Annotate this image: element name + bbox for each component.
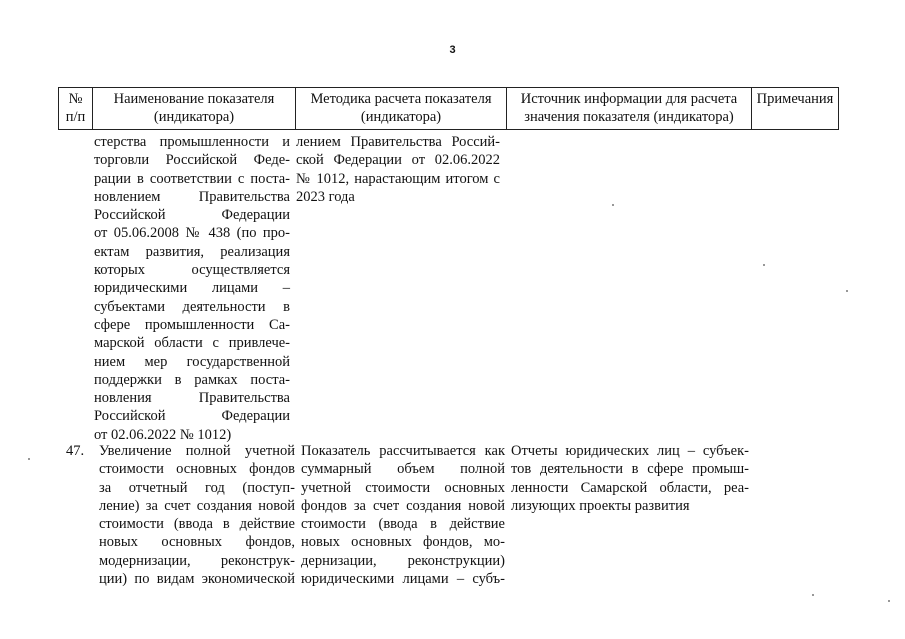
row-47-number: 47. [66,443,85,459]
row-47-name-line: стоимости основных фондов [99,461,295,478]
row-47-method-line: учетной стоимости основных [301,479,505,496]
scan-speck [888,600,890,602]
row-47-method-line: суммарный объем полной [301,461,505,478]
row-continued-name-line: торговли Российской Феде- [94,152,290,169]
header-col-number-line2: п/п [65,109,86,125]
row-continued-name-line: от 05.06.2008 № 438 (по про- [94,225,290,242]
row-continued-name-line: субъектами деятельности в [94,298,290,315]
header-col-method-line1: Методика расчета показателя [310,91,492,107]
row-continued-name-line: ектам развития, реализация [94,243,290,260]
header-col-number-line1: № [68,91,83,107]
header-col-note: Примечания [752,88,839,130]
header-col-name-line1: Наименование показателя [113,91,275,107]
row-continued-name-line: новления Правительства [94,390,290,407]
row-47-name [96,442,298,588]
header-col-name-line2: (индикатора) [153,109,235,125]
header-col-method-line2: (индикатора) [360,109,442,125]
page-number: 3 [449,44,456,56]
row-47-name-line: ции) по видам экономической [99,571,295,588]
row-47-name-line: стоимости (ввода в действие [99,516,295,533]
row-continued-name-line: поддержки в рамках поста- [94,371,290,388]
row-47-source-line: лизующих проекты развития [511,497,690,514]
table-header-row [59,88,839,130]
header-col-source-line2: значения показателя (индикатора) [524,109,734,125]
row-continued-name-line: от 02.06.2022 № 1012) [94,426,232,443]
row-continued-name-line: сфере промышленности Са- [94,316,290,333]
row-47-source-line: тов деятельности в сфере промыш- [511,461,749,478]
row-47-method-line: новых основных фондов, мо- [301,534,505,551]
row-continued-name-line: новлением Правительства [94,188,290,205]
row-continued-source [503,133,747,444]
row-continued-name [91,133,293,444]
row-47-name-line: ление) за счет создания новой [99,497,295,514]
scan-speck [846,290,848,292]
row-continued-name-line: марской области с привлече- [94,335,290,352]
row-47-method-line: стоимости (ввода в действие [301,516,505,533]
row-47-method-line: фондов за счет создания новой [301,497,505,514]
scan-speck [812,594,814,596]
header-col-method [296,88,507,130]
row-continued-name-line: юридическими лицами – [94,280,290,297]
header-col-name [93,88,296,130]
scan-speck [28,458,30,460]
row-continued-name-line: рации в соответствии с поста- [94,170,290,187]
row-continued-name-line: стерства промышленности и [94,134,290,150]
row-47-name-line: новых основных фондов, [99,534,295,551]
row-47-source-line: Отчеты юридических лиц – субъек- [511,443,749,459]
table-row-continued [58,133,833,444]
row-continued-method-line: ской Федерации от 02.06.2022 [296,152,500,169]
row-47-note [752,442,838,588]
row-47-method-line: дернизации, реконструкции) [301,552,505,569]
row-continued-method-line: лением Правительства Россий- [296,134,500,150]
row-47-source [508,442,752,588]
row-continued-method-line: № 1012, нарастающим итогом с [296,170,500,187]
scan-speck [763,264,765,266]
row-continued-method-line: 2023 года [296,188,355,205]
row-continued-name-line: которых осуществляется [94,262,290,279]
scan-speck [612,204,614,206]
row-continued-name-line: нием мер государственной [94,353,290,370]
header-col-number [59,88,93,130]
header-col-source-line1: Источник информации для расчета [520,91,738,107]
row-continued-method [293,133,503,444]
header-col-source [507,88,752,130]
row-47-name-line: модернизации, реконструк- [99,552,295,569]
row-continued-name-line: Российской Федерации [94,408,290,425]
row-47-method-line: Показатель рассчитывается как [301,443,505,459]
row-47-source-line: ленности Самарской области, реа- [511,479,749,496]
row-47-method [298,442,508,588]
table-row-47 [58,442,838,588]
row-47-name-line: Увеличение полной учетной [99,443,295,459]
row-continued-number [58,133,91,444]
row-continued-note [747,133,833,444]
row-continued-name-line: Российской Федерации [94,207,290,224]
row-47-method-line: юридическими лицами – субъ- [301,571,505,588]
row-47-name-line: за отчетный год (поступ- [99,479,295,496]
table-header [58,87,839,130]
